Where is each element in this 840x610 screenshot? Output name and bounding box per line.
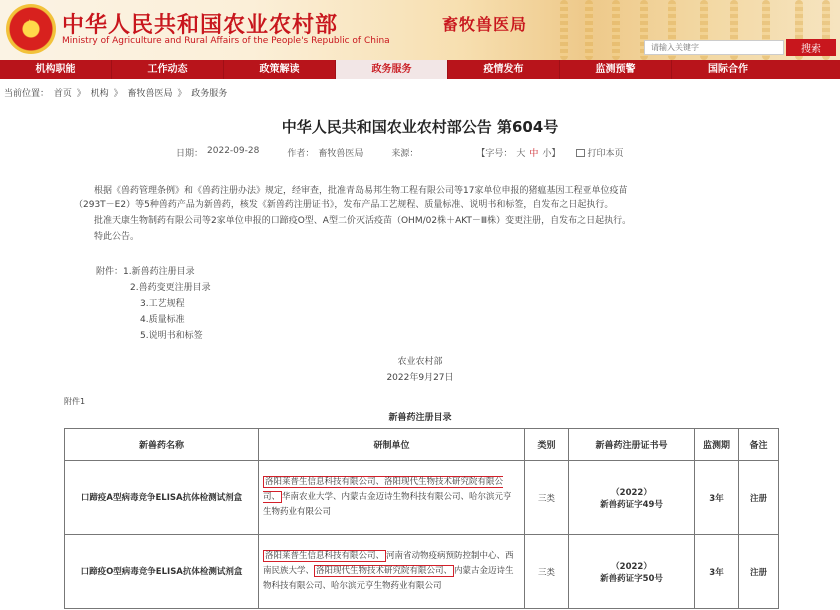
category: 三类 (525, 461, 569, 535)
remark: 注册 (739, 461, 779, 535)
search-input[interactable] (644, 40, 784, 55)
highlighted-developer: 洛阳莱普生信息科技有限公司、 (265, 551, 385, 561)
attachment-item-5: 5.说明书和标签 (140, 331, 203, 341)
developer-cell (259, 535, 525, 609)
monitoring-period: 3年 (695, 461, 739, 535)
date-value: 2022-09-28 (207, 146, 260, 156)
table-row (65, 461, 779, 535)
certificate-cell (569, 535, 695, 609)
attachment-item-3: 3.工艺规程 (140, 299, 185, 309)
certificate-year: （2022） (611, 561, 652, 572)
column-header: 监测期 (695, 429, 739, 461)
attachment-1-label: 附件1 (64, 397, 86, 406)
national-emblem-icon: ★ (6, 4, 56, 54)
remark: 注册 (739, 535, 779, 609)
breadcrumb-sep: 》 (113, 89, 123, 99)
nav-item-international[interactable]: 国际合作 (708, 64, 748, 75)
paragraph-3: 特此公告。 (94, 232, 140, 242)
column-header: 备注 (739, 429, 779, 461)
department-name[interactable]: 畜牧兽医局 (442, 15, 528, 34)
developers: 内蒙古金迈诗生物科技有限公司、哈尔滨元亨生物药业有限公司 (263, 566, 514, 591)
developers: 河南省动物疫病预防控制中心、西南民族大学、 (263, 551, 514, 576)
certificate-number: 新兽药证字49号 (600, 499, 663, 510)
print-link[interactable] (576, 146, 623, 159)
table-header-row (65, 429, 779, 461)
nav-item-services[interactable]: 政务服务 (336, 60, 448, 79)
certificate-year: （2022） (611, 487, 652, 498)
search-button[interactable]: 搜索 (786, 39, 836, 56)
site-title[interactable]: 中华人民共和国农业农村部 (62, 13, 339, 38)
main-nav (0, 60, 840, 79)
article-meta (176, 146, 623, 159)
highlighted-developers: 洛阳莱普生信息科技有限公司、洛阳现代生物技术研究院有限公司、 (263, 477, 504, 502)
font-size-label: 【字号： (476, 149, 513, 159)
source-label: 来源： (391, 149, 419, 159)
signer: 农业农村部 (397, 357, 443, 367)
nav-item-epidemic[interactable]: 疫情发布 (448, 60, 560, 79)
breadcrumb-home[interactable]: 首页 (53, 89, 72, 99)
font-size-medium[interactable]: 中 (529, 149, 539, 159)
breadcrumb (4, 86, 229, 99)
breadcrumb-sep: 》 (76, 89, 86, 99)
registration-table (64, 428, 779, 609)
paragraph-2: 批准天康生物制药有限公司等2家单位申报的口蹄疫O型、A型二价灭活疫苗（OHM/02株＋AKT－Ⅲ株）变更注册，自发布之日起执行。 (94, 216, 632, 226)
sign-date: 2022年9月27日 (386, 373, 454, 383)
nav-item-policy[interactable]: 政策解读 (224, 60, 336, 79)
print-label: 打印本页 (587, 149, 624, 159)
drug-name: 口蹄疫O型病毒竞争ELISA抗体检测试剂盒 (65, 535, 259, 609)
paragraph-1-line-1: 根据《兽药管理条例》和《兽药注册办法》规定，经审查，批准青岛易邦生物工程有限公司等17家单位申报的猪瘟基因工程亚单位疫苗 (94, 186, 628, 196)
category: 三类 (525, 535, 569, 609)
certificate-cell (569, 461, 695, 535)
font-size-small[interactable]: 小】 (542, 149, 561, 159)
monitoring-period: 3年 (695, 535, 739, 609)
nav-item-news[interactable]: 工作动态 (112, 60, 224, 79)
breadcrumb-prefix: 当前位置： (4, 89, 50, 99)
nav-item-monitoring[interactable]: 监测预警 (560, 60, 672, 79)
highlighted-developer: 洛阳现代生物技术研究院有限公司、 (316, 566, 453, 576)
column-header: 研制单位 (259, 429, 525, 461)
paragraph-1-line-2: （293T－E2）等5种兽药产品为新兽药，核发《新兽药注册证书》，发布产品工艺规程、质量标准、说明书和标签，自发布之日起执行。 (74, 200, 614, 210)
drug-name: 口蹄疫A型病毒竞争ELISA抗体检测试剂盒 (65, 461, 259, 535)
nav-item-organization[interactable]: 机构职能 (0, 60, 112, 79)
author-label: 作者： (287, 149, 315, 159)
article-title: 中华人民共和国农业农村部公告 第604号 (281, 118, 559, 136)
table-row (65, 535, 779, 609)
font-size-large[interactable]: 大 (516, 149, 526, 159)
date-label: 日期： (176, 149, 204, 159)
attachment-item-2: 2.兽药变更注册目录 (130, 283, 211, 293)
author-value: 畜牧兽医局 (318, 149, 364, 159)
attachment-item-4: 4.质量标准 (140, 315, 185, 325)
attachment-1-title: 新兽药注册目录 (388, 413, 452, 423)
developers: 华南农业大学、内蒙古金迈诗生物科技有限公司、哈尔滨元亨生物药业有限公司 (263, 492, 512, 517)
header-banner (0, 0, 840, 60)
breadcrumb-org[interactable]: 机构 (90, 89, 109, 99)
breadcrumb-sep: 》 (177, 89, 187, 99)
site-subtitle: Ministry of Agriculture and Rural Affairs of the People's Republic of China (62, 36, 390, 46)
breadcrumb-current[interactable]: 政务服务 (191, 89, 228, 99)
column-header: 新兽药注册证书号 (569, 429, 695, 461)
breadcrumb-dept[interactable]: 畜牧兽医局 (127, 89, 173, 99)
column-header: 新兽药名称 (65, 429, 259, 461)
developer-cell (259, 461, 525, 535)
column-header: 类别 (525, 429, 569, 461)
attachment-item-1: 附件：1.新兽药注册目录 (96, 267, 195, 277)
print-icon (576, 149, 585, 157)
certificate-number: 新兽药证字50号 (600, 573, 663, 584)
